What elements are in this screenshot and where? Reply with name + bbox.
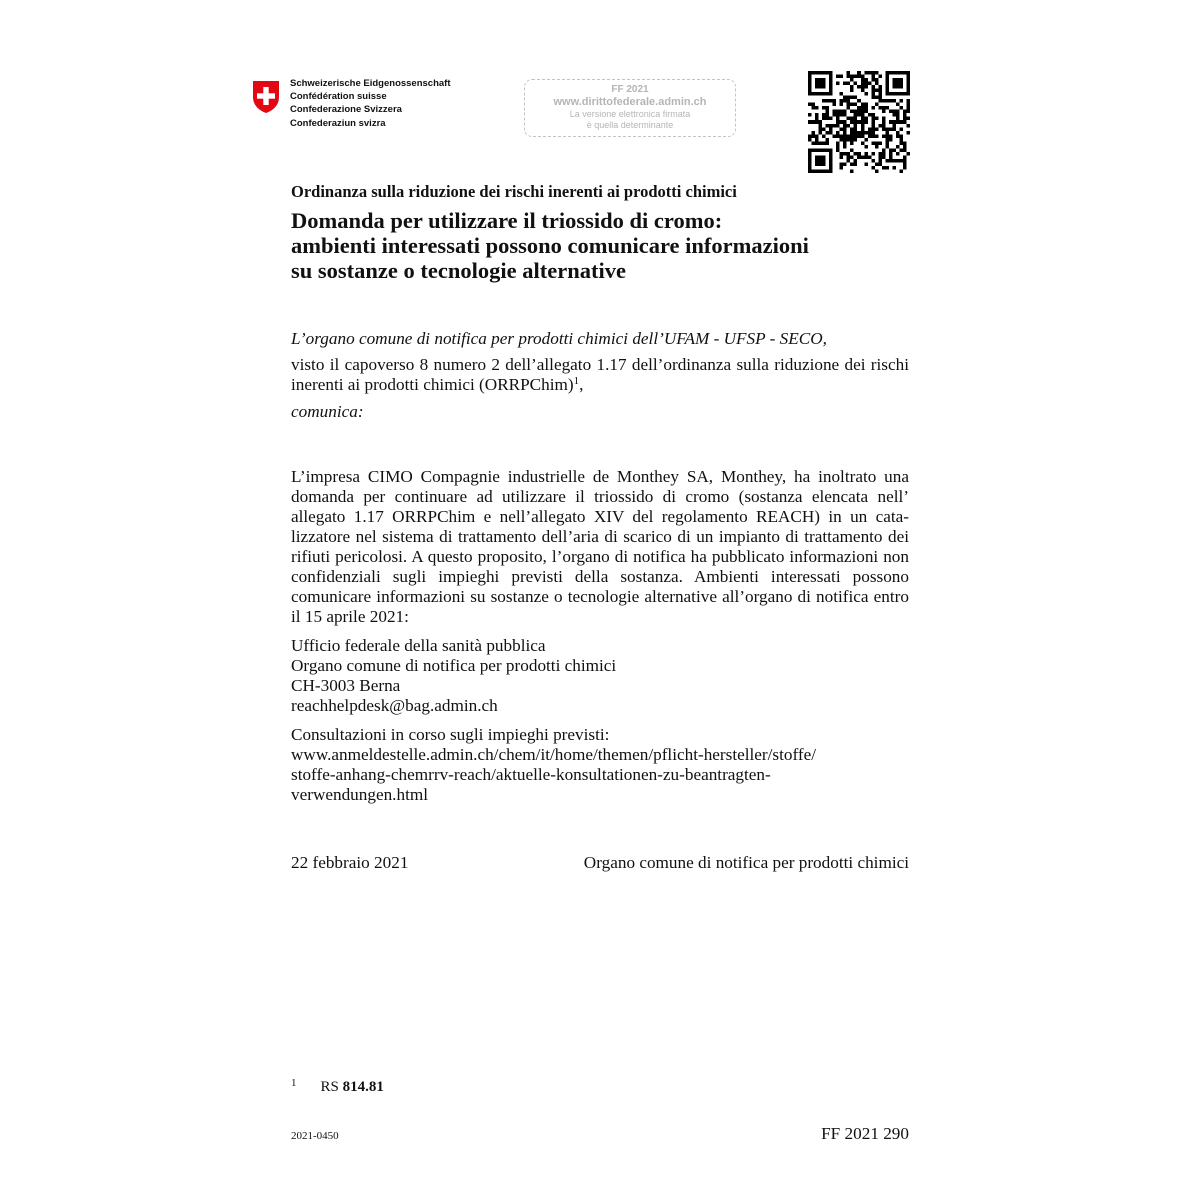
logo-line: Confederaziun svizra — [290, 117, 386, 129]
issuer: L’organo comune di notifica per prodotti chimici dell’UFAM - UFSP - SECO, — [291, 329, 827, 348]
consultations-label: Consultazioni in corso sugli impieghi previsti: — [291, 725, 610, 744]
consultations-url-line[interactable]: www.anmeldestelle.admin.ch/chem/it/home/themen/pflicht-hersteller/stoffe/ — [291, 745, 817, 764]
act-title: Ordinanza sulla riduzione dei rischi inerenti ai prodotti chimici — [291, 182, 737, 201]
stamp-line: FF 2021 — [611, 84, 649, 95]
logo-line: Confédération suisse — [290, 91, 387, 103]
document-number: 2021-0450 — [291, 1130, 339, 1142]
title-line: ambienti interessati possono comunicare informazioni — [291, 233, 809, 258]
logo-line: Confederazione Svizzera — [290, 104, 402, 116]
email-link[interactable]: reachhelpdesk@bag.admin.ch — [291, 696, 498, 715]
stamp-line: www.dirittofederale.admin.ch — [553, 96, 707, 108]
preamble-tail: , — [579, 375, 584, 394]
footnote-number: 1 — [291, 1077, 297, 1089]
address-line: CH-3003 Berna — [291, 676, 401, 695]
consultations-url-line[interactable]: verwendungen.html — [291, 785, 428, 804]
preamble — [291, 355, 909, 395]
consultations-block — [291, 725, 909, 805]
swiss-shield-icon — [252, 80, 280, 114]
footnote — [291, 1077, 384, 1096]
title-line: su sostanze o tecnologie alternative — [291, 258, 626, 283]
federal-gazette-reference: FF 2021 290 — [821, 1124, 909, 1143]
address-line: Ufficio federale della sanità pubblica — [291, 636, 546, 655]
electronic-version-stamp — [524, 79, 736, 137]
footnote-reference: 1 — [573, 375, 580, 387]
consultations-url-line[interactable]: stoffe-anhang-chemrrv-reach/aktuelle-konsultationen-zu-beantragten- — [291, 765, 771, 784]
swiss-confederation-logo — [252, 77, 451, 130]
footnote-prefix: RS — [320, 1079, 339, 1095]
qr-code-icon — [808, 71, 910, 173]
preamble-text: visto il capoverso 8 numero 2 dell’allegato 1.17 dell’ordinanza sulla riduzione dei rischi inerenti ai prodotti chimici (ORRPChim) — [291, 355, 909, 394]
title-line: Domanda per utilizzare il triossido di cromo: — [291, 208, 723, 233]
address-block — [291, 636, 909, 716]
signer: Organo comune di notifica per prodotti chimici — [583, 853, 909, 872]
page-title — [291, 208, 809, 283]
footnote-rs-number: 814.81 — [342, 1079, 384, 1095]
logo-text — [290, 77, 451, 130]
stamp-line: La versione elettronica firmata — [569, 109, 691, 119]
logo-line: Schweizerische Eidgenossenschaft — [290, 78, 451, 89]
address-line: Organo comune di notifica per prodotti chimici — [291, 656, 617, 675]
comunica-label: comunica: — [291, 402, 364, 421]
main-paragraph: L’impresa CIMO Compagnie industrielle de Monthey SA, Monthey, ha inoltrato una domanda per continuare ad utilizzare il triossido di cromo (sostanza elencata nell’ allegato 1.17 ORRPChim e nell’allegato XIV del regolamento REACH) in un catalizzatore nel sistema di trattamento dell’aria di scarico di un impianto di trattamento dei rifiuti pericolosi. A questo proposito, l’organo di notifica ha pubblicato informazioni non confidenziali sugli impieghi previsti della sostanza. Ambienti interessati possono comunicare informazioni su sostanze o tecnologie alternative all’organo di notifica entro il 15 aprile 2021: — [291, 467, 909, 626]
document-date: 22 febbraio 2021 — [291, 853, 409, 872]
stamp-line: è quella determinante — [586, 120, 674, 130]
